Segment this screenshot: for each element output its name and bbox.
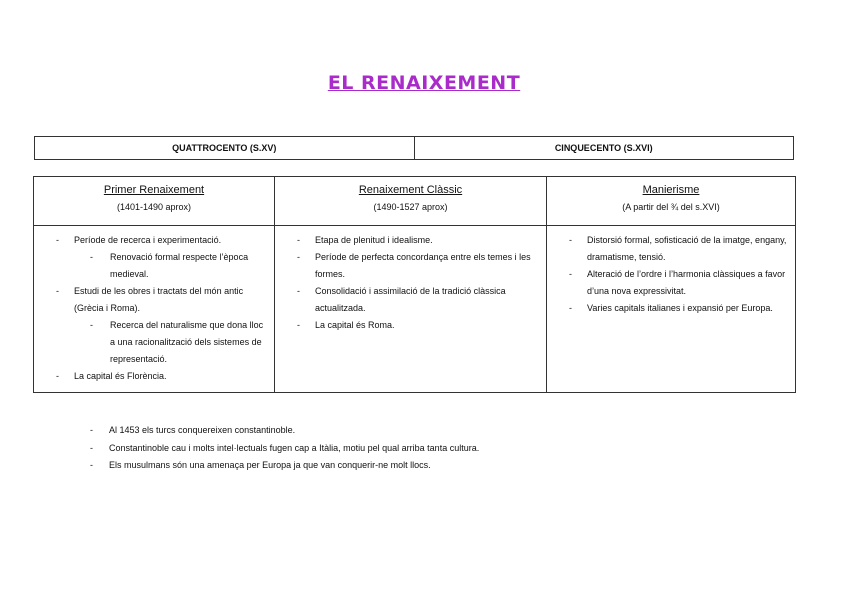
list-item: - Distorsió formal, sofisticació de la imatge, engany, dramatisme, tensió. <box>547 232 789 266</box>
stages-table <box>33 176 796 393</box>
sub-list-item: - Recerca del naturalisme que dona lloc a una racionalització dels sistemes de representació. <box>74 317 268 368</box>
period-quattrocento: QUATTROCENTO (S.XV) <box>172 143 277 153</box>
column-header <box>275 177 546 226</box>
column-header <box>34 177 274 226</box>
column-title: Manierisme <box>642 184 700 196</box>
list-item: - Període de perfecta concordança entre els temes i les formes. <box>275 249 540 283</box>
column-title: Primer Renaixement <box>103 184 205 196</box>
column-dates: (A partir del ¾ del s.XVI) <box>622 202 720 212</box>
column-manierisme <box>546 177 795 392</box>
list-item: - Etapa de plenitud i idealisme. <box>275 232 540 249</box>
column-renaixement-classic <box>274 177 546 392</box>
list-item: - Alteració de l’ordre i l’harmonia clàssiques a favor d’una nova expressivitat. <box>547 266 789 300</box>
periods-table <box>34 136 794 160</box>
notes-list <box>88 422 479 475</box>
note-item: - Constantinoble cau i molts intel·lectuals fugen cap a Itàlia, motiu pel qual arriba tanta cultura. <box>88 440 479 458</box>
column-title: Renaixement Clàssic <box>358 184 463 196</box>
list-item: - Varies capitals italianes i expansió per Europa. <box>547 300 789 317</box>
list-item-text: Estudi de les obres i tractats del món antic (Grècia i Roma). <box>74 286 244 313</box>
column-primer-renaixement <box>34 177 274 392</box>
column-header <box>547 177 795 226</box>
list-item-text: Període de recerca i experimentació. <box>74 235 222 245</box>
list-item-text: La capital és Florència. <box>74 371 167 381</box>
note-item: - Al 1453 els turcs conquereixen constantinoble. <box>88 422 479 440</box>
column-body <box>547 226 795 317</box>
column-body <box>34 226 274 385</box>
list-item <box>34 283 268 368</box>
list-item: - La capital és Roma. <box>275 317 540 334</box>
column-dates: (1490-1527 aprox) <box>373 202 448 212</box>
column-dates: (1401-1490 aprox) <box>116 202 192 212</box>
page-title: EL RENAIXEMENT <box>327 72 521 94</box>
sub-list-item: - Renovació formal respecte l’època medieval. <box>74 249 268 283</box>
column-body <box>275 226 546 334</box>
note-item: - Els musulmans són una amenaça per Europa ja que van conquerir-ne molt llocs. <box>88 457 479 475</box>
list-item <box>34 232 268 283</box>
list-item <box>34 368 268 385</box>
list-item: - Consolidació i assimilació de la tradició clàssica actualitzada. <box>275 283 540 317</box>
period-cinquecento: CINQUECENTO (S.XVI) <box>414 137 794 159</box>
